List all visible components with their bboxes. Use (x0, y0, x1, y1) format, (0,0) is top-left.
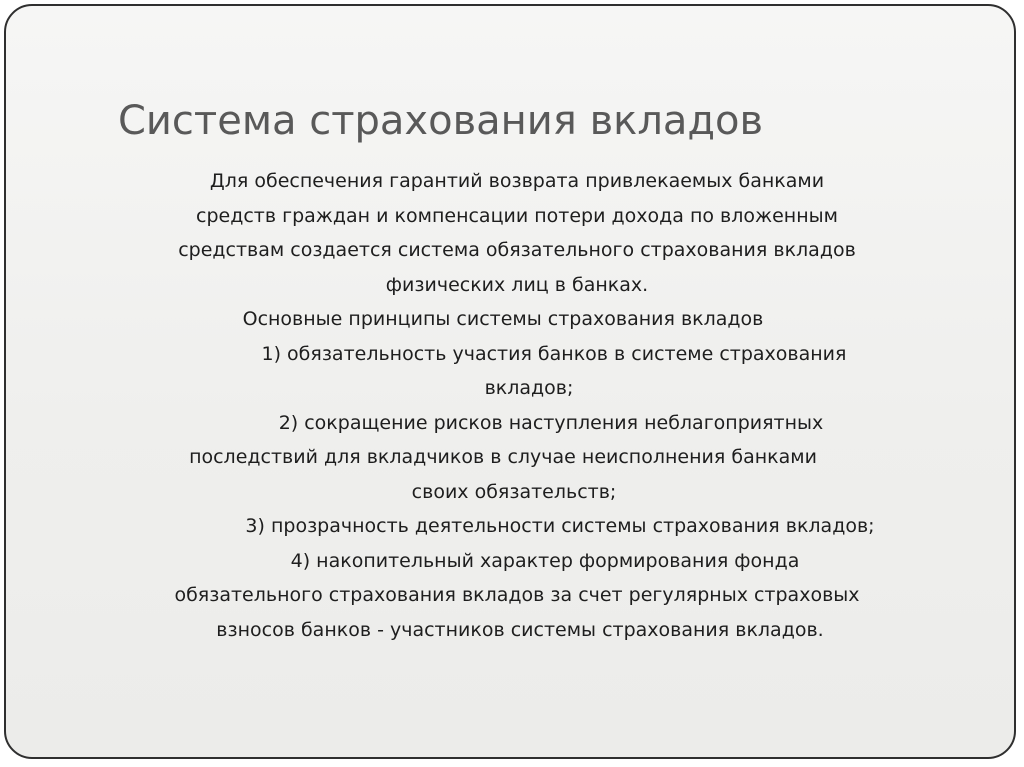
principle-1: 1) обязательность участия банков в системе страхования (261, 342, 847, 365)
principle-4: 4) накопительный характер формирования фонда (290, 549, 800, 572)
principle-1-cont: вкладов; (484, 377, 574, 399)
principle-4-cont: обязательного страхования вкладов за счет регулярных страховых (174, 584, 860, 606)
slide-body (86, 164, 948, 647)
principles-heading: Основные принципы системы страхования вкладов (242, 308, 764, 330)
principle-3: 3) прозрачность деятельности системы страхования вкладов; (245, 515, 875, 537)
body-line: средствам создается система обязательного страхования вкладов (178, 239, 856, 261)
body-line: средств граждан и компенсации потери дохода по вложенным (196, 204, 838, 227)
body-line: физических лиц в банках. (385, 273, 649, 296)
principle-2-cont: последствий для вкладчиков в случае неисполнения банками (189, 446, 817, 468)
principle-2-cont: своих обязательств; (411, 480, 617, 503)
body-line: Для обеспечения гарантий возврата привлекаемых банками (209, 170, 825, 192)
slide-title: Система страхования вкладов (118, 98, 764, 144)
principle-4-cont: взносов банков - участников системы страхования вкладов. (216, 618, 824, 641)
principle-2: 2) сокращение рисков наступления неблагоприятных (278, 411, 824, 434)
slide-frame (4, 4, 1016, 759)
